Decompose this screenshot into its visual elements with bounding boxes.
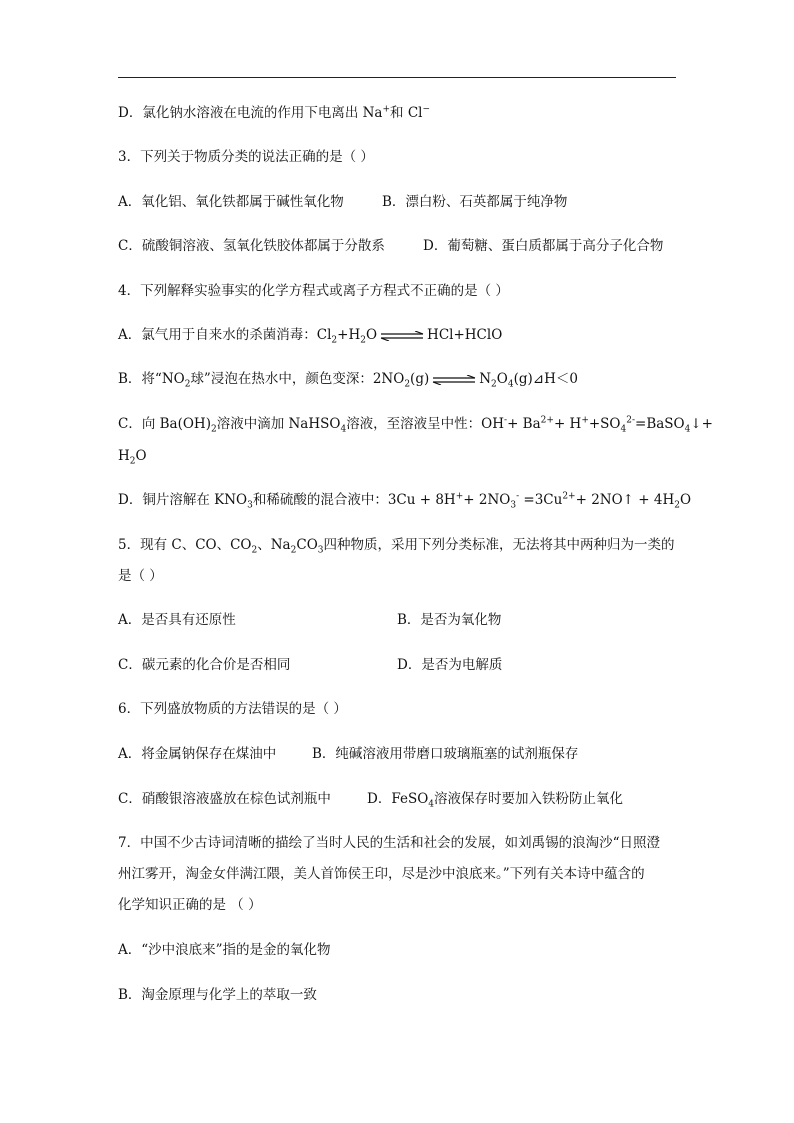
q4-stem: 4．下列解释实验事实的化学方程式或离子方程式不正确的是（ ） <box>118 283 509 299</box>
q3-option-b: B．漂白粉、石英都属于纯净物 <box>382 194 568 210</box>
q4-option-b: B．将“$NO_2$球”浸泡在热水中，颜色变深：$2NO_2(g)$ $N_2O_4(g)⊿H<0$ <box>118 371 578 390</box>
q2-option-d: D．氯化钠水溶液在电流的作用下电离出 Na+和 Cl− <box>118 104 431 121</box>
q6-option-c: C．硝酸银溶液盛放在棕色试剂瓶中 <box>118 791 331 807</box>
q6-option-b: B．纯碱溶液用带磨口玻璃瓶塞的试剂瓶保存 <box>312 746 579 762</box>
q5-option-a: A．是否具有还原性 <box>118 612 236 628</box>
reversible-arrow-icon <box>431 375 477 385</box>
q7-option-a: A．“沙中浪底来”指的是金的氧化物 <box>118 942 331 958</box>
q3-option-a: A．氧化铝、氧化铁都属于碱性氧化物 <box>118 194 344 210</box>
reversible-arrow-icon <box>379 331 425 341</box>
header-rule <box>118 77 676 78</box>
q5-option-d: D．是否为电解质 <box>397 657 503 673</box>
q5-stem: 5．现有 C、CO、$CO_2$、$Na_2CO_3$四种物质，采用下列分类标准，无法将其中两种归为一类的 <box>118 537 675 556</box>
q5-stem-cont: 是（ ） <box>118 568 163 584</box>
q6-option-a: A．将金属钠保存在煤油中 <box>118 746 277 762</box>
q4-option-c: C．向 $Ba(OH)_2$溶液中滴加 NaHSO$_4$溶液，至溶液呈中性：$OH^-+ Ba^{2+}+$ $H^++SO_4^{2-}=BaSO_4↓+$ <box>118 415 713 435</box>
q7-stem-line3: 化学知识正确的是 （ ） <box>118 897 262 913</box>
q3-stem: 3．下列关于物质分类的说法正确的是（ ） <box>118 149 374 165</box>
q6-option-d: D．FeSO$_4$溶液保存时要加入铁粉防止氧化 <box>367 791 623 810</box>
q3-option-c: C．硫酸铜溶液、氢氧化铁胶体都属于分散系 <box>118 238 385 254</box>
q5-option-c: C．碳元素的化合价是否相同 <box>118 657 291 673</box>
q4-option-c-cont: $H_2O$ <box>118 448 147 467</box>
q5-option-b: B．是否为氧化物 <box>397 612 502 628</box>
q4-option-a: A．氯气用于自来水的杀菌消毒：$Cl_2+H_2O$ HCl+HClO <box>118 327 503 346</box>
q7-stem-line1: 7．中国不少古诗词清晰的描绘了当时人民的生活和社会的发展，如刘禹锡的浪淘沙“日照澄 <box>118 835 660 851</box>
q3-option-d: D．葡萄糖、蛋白质都属于高分子化合物 <box>423 238 664 254</box>
q7-stem-line2: 州江雾开，淘金女伴满江隈，美人首饰侯王印，尽是沙中浪底来。”下列有关本诗中蕴含的 <box>118 866 645 882</box>
q7-option-b: B．淘金原理与化学上的萃取一致 <box>118 987 317 1003</box>
q4-option-d: D．铜片溶解在 $KNO_3$和稀硫酸的混合液中：$3Cu + 8H^++ 2NO_3^- =3Cu^{2+}+$ 2NO↑ + $4H_2O$ <box>118 491 692 511</box>
q6-stem: 6．下列盛放物质的方法错误的是（ ） <box>118 701 347 717</box>
